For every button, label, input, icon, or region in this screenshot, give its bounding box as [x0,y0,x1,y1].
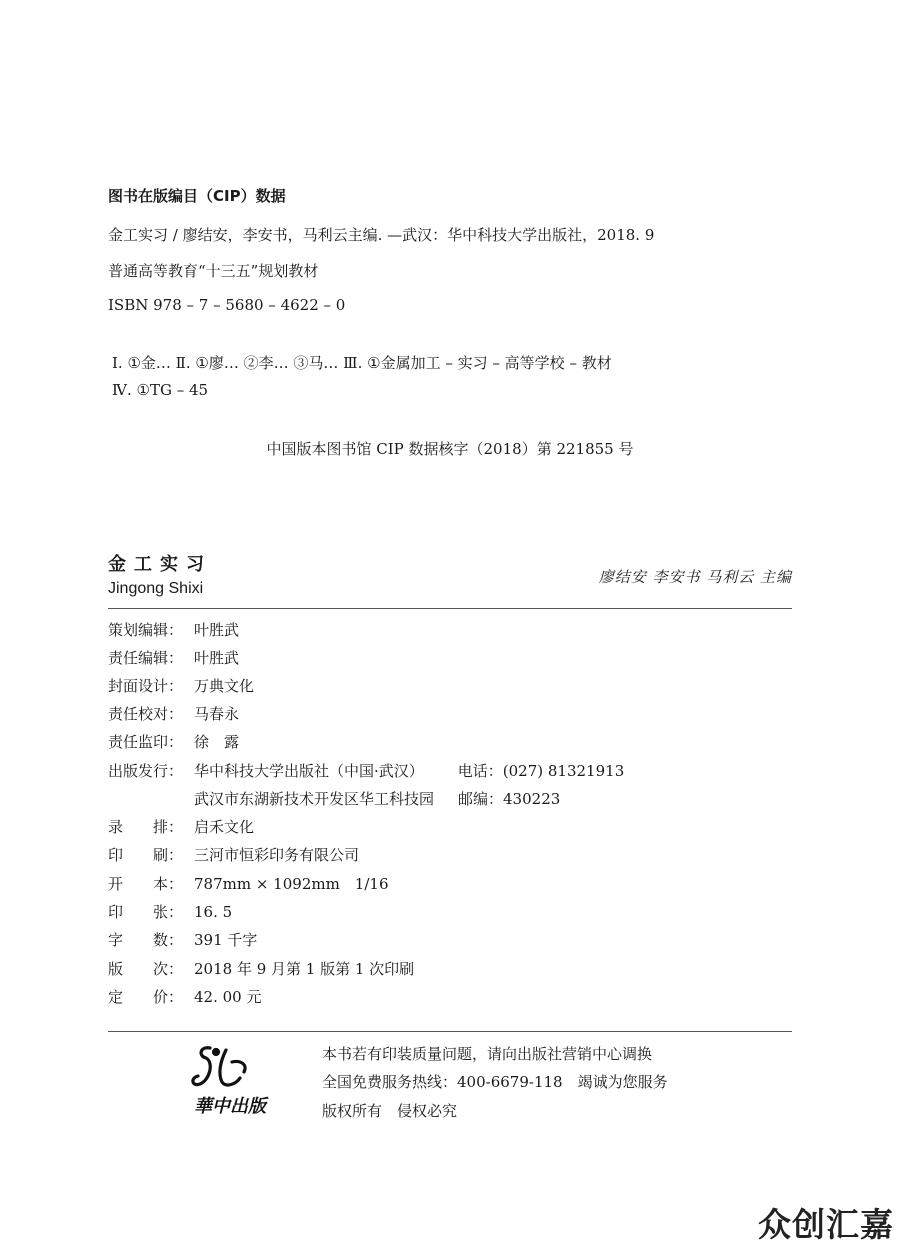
info-row [108,929,257,950]
info-row [108,816,254,837]
logo-wordmark: 華中出版 [194,1096,266,1117]
book-editors: 廖结安 李安书 马利云 主编 [598,568,792,586]
info-row [108,731,239,752]
info-value: 万典文化 [194,677,255,695]
cip-line-subjects: Ⅰ. ①金… Ⅱ. ①廖… ②李… ③马… Ⅲ. ①金属加工 – 实习 – 高等学校 – 教材 [112,354,612,372]
info-value: 启禾文化 [194,818,255,836]
info-row [108,873,389,894]
info-value: 三河市恒彩印务有限公司 [194,846,360,864]
info-row [108,788,560,809]
info-row [108,675,254,696]
info-label: 封面设计： [108,677,184,695]
notice-copyright: 版权所有 侵权必究 [322,1102,458,1120]
info-row [108,647,239,668]
info-value: 391 千字 [194,931,258,949]
publisher-postcode: 邮编：430223 [458,790,561,808]
info-label: 策划编辑： [108,621,184,639]
info-row [108,760,624,781]
book-title: 金工实习 [108,554,212,575]
info-value: 徐 露 [194,733,240,751]
publisher-logo [170,1040,290,1120]
info-label: 责任校对： [108,705,184,723]
info-value: 16. 5 [194,903,233,921]
notice-hotline: 全国免费服务热线：400-6679-118 竭诚为您服务 [322,1073,668,1091]
info-label: 印 刷： [108,846,184,864]
info-value: 马春永 [194,705,240,723]
book-pinyin: Jingong Shixi [108,580,204,597]
info-label: 录 排： [108,818,184,836]
cip-line-isbn: ISBN 978 – 7 – 5680 – 4622 – 0 [108,296,346,314]
info-label: 责任监印： [108,733,184,751]
info-value: 叶胜武 [194,621,240,639]
cip-line-title: 金工实习 / 廖结安，李安书，马利云主编. —武汉：华中科技大学出版社，2018. 9 [108,226,655,244]
bottom-divider [108,1031,792,1032]
info-label: 版 次： [108,960,184,978]
cip-approval: 中国版本图书馆 CIP 数据核字（2018）第 221855 号 [266,440,634,458]
info-row [108,901,232,922]
info-row [108,703,239,724]
info-value: 787mm × 1092mm 1/16 [194,875,389,893]
info-value: 42. 00 元 [194,988,262,1006]
info-label: 定 价： [108,988,184,1006]
info-value: 华中科技大学出版社（中国·武汉） [194,762,424,780]
info-label: 字 数： [108,931,184,949]
cip-heading: 图书在版编目（CIP）数据 [108,187,286,205]
info-label: 印 张： [108,903,184,921]
watermark: 众创汇嘉 [758,1205,894,1244]
info-value: 武汉市东湖新技术开发区华工科技园 [194,790,435,808]
info-label: 责任编辑： [108,649,184,667]
cip-line-classification: Ⅳ. ①TG – 45 [112,381,209,399]
notice-quality: 本书若有印装质量问题，请向出版社营销中心调换 [322,1045,653,1063]
info-row [108,986,261,1007]
logo-swirl-icon [201,1048,210,1058]
info-label: 开 本： [108,875,184,893]
info-row [108,619,239,640]
info-label: 出版发行： [108,762,184,780]
info-row [108,844,359,865]
top-divider [108,608,792,609]
publisher-phone: 电话：(027) 81321913 [457,762,625,780]
info-value: 2018 年 9 月第 1 版第 1 次印刷 [194,960,415,978]
cip-line-series: 普通高等教育“十三五”规划教材 [108,262,319,280]
info-row [108,958,414,979]
info-value: 叶胜武 [194,649,240,667]
